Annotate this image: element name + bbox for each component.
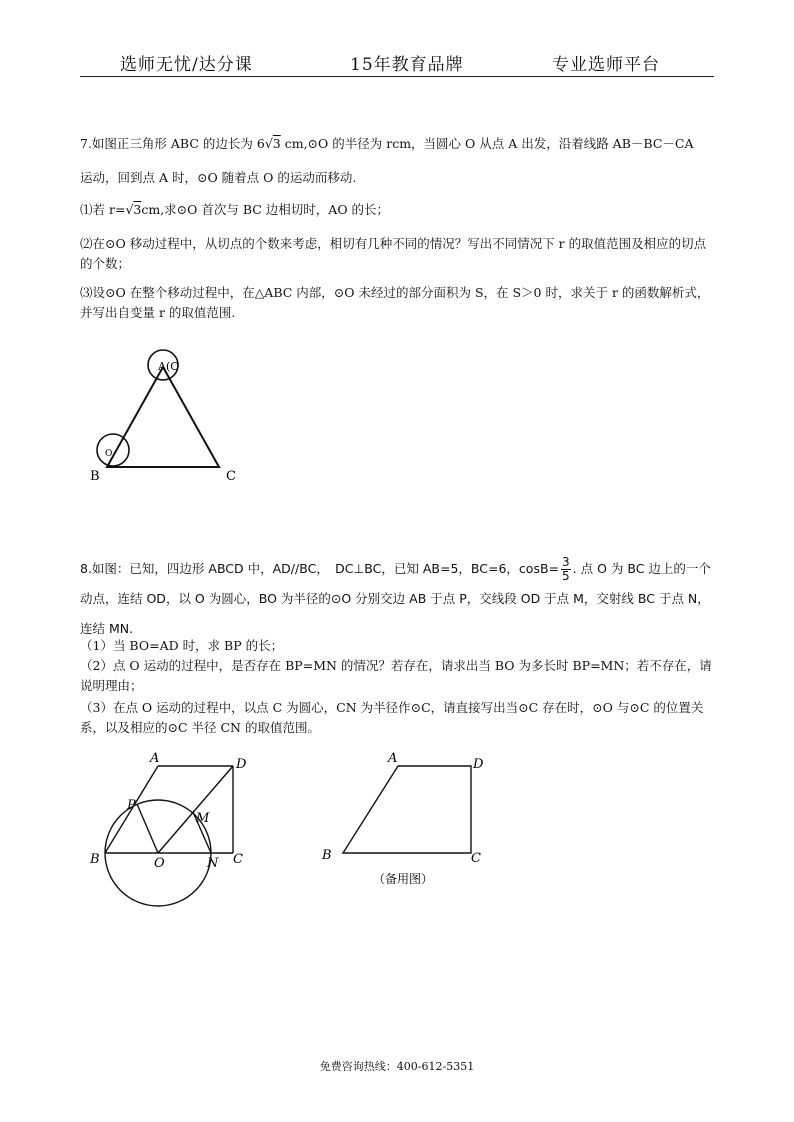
label-b: B	[90, 852, 100, 867]
page-header	[80, 48, 714, 77]
sqrt-symbol: √	[264, 136, 273, 151]
segment-od	[158, 766, 233, 853]
label-o: O	[105, 449, 113, 459]
label-c: C	[471, 851, 481, 866]
fraction-cosb: $\frac{3}{5}$	[562, 555, 570, 583]
label-d: D	[473, 757, 484, 772]
trapezoid-abcd	[343, 766, 471, 853]
q7-part1: ⑴若 r=√3cm,求⊙O 首次与 BC 边相切时，AO 的长；	[80, 202, 390, 217]
header-left: 选师无忧/达分课	[120, 55, 253, 75]
header-center: 15年教育品牌	[350, 55, 464, 75]
sqrt-symbol: √	[125, 202, 134, 217]
q7-stem-line2: 运动，回到点 A 时，⊙O 随着点 O 的运动而移动.	[80, 170, 357, 185]
label-n: N	[207, 856, 219, 871]
q8-main-figure	[86, 746, 266, 916]
label-p: P	[127, 798, 136, 813]
q8-part2: （2）点 O 运动的过程中，是否存在 BP=MN 的情况？若存在，请求出当 BO 为多长时 BP=MN；若不存在，请说明理由；	[80, 658, 712, 693]
figure-caption: （备用图）	[373, 872, 434, 886]
triangle-abc	[107, 367, 219, 467]
label-a-o: A(O	[158, 360, 180, 373]
label-a: A	[150, 751, 160, 766]
label-m: M	[196, 811, 210, 826]
label-d: D	[236, 757, 247, 772]
q8-part1: （1）当 BO=AD 时，求 BP 的长；	[80, 638, 284, 653]
label-c: C	[233, 852, 243, 867]
label-a: A	[388, 751, 398, 766]
segment-op	[137, 804, 158, 853]
q8-part3: （3）在点 O 运动的过程中，以点 C 为圆心，CN 为半径作⊙C，请直接写出当⊙C 存在时，⊙O 与⊙C 的位置关系，以及相应的⊙C 半径 CN 的取值范围。	[80, 700, 704, 735]
header-right: 专业选师平台	[552, 55, 660, 75]
q8-backup-figure	[316, 746, 506, 896]
label-c: C	[226, 469, 236, 484]
q8-stem: 8.如图：已知，四边形 ABCD 中，AD//BC， DC⊥BC，已知 AB=5，BC=6，cosB= $\frac{3}{5}$ . 点 O 为 BC 边上的一个动点，连结 OD，以 O 为圆心，BO 为半径的⊙O 分别交边 AB 于点 P，交线段 OD 于点 M，交射线 BC 于点 N，连结 MN.	[80, 555, 711, 636]
q7-part2: ⑵在⊙O 移动过程中，从切点的个数来考虑，相切有几种不同的情况？写出不同情况下 r 的取值范围及相应的切点的个数；	[80, 236, 707, 271]
q7-part3: ⑶设⊙O 在整个移动过程中，在△ABC 内部，⊙O 未经过的部分面积为 S，在 S＞0 时，求关于 r 的函数解析式，并写出自变量 r 的取值范围.	[80, 285, 710, 320]
q7-stem: 7.如图正三角形 ABC 的边长为 6√3 cm,⊙O 的半径为 rcm，当圆心 O 从点 A 出发，沿着线路 AB－BC－CA	[80, 136, 694, 151]
label-o: O	[154, 856, 165, 871]
label-b: B	[90, 469, 100, 484]
footer-hotline: 免费咨询热线：400-612-5351	[319, 1060, 475, 1073]
label-b: B	[322, 848, 332, 863]
circle-near-b	[97, 434, 129, 466]
q7-triangle-figure	[86, 346, 256, 491]
